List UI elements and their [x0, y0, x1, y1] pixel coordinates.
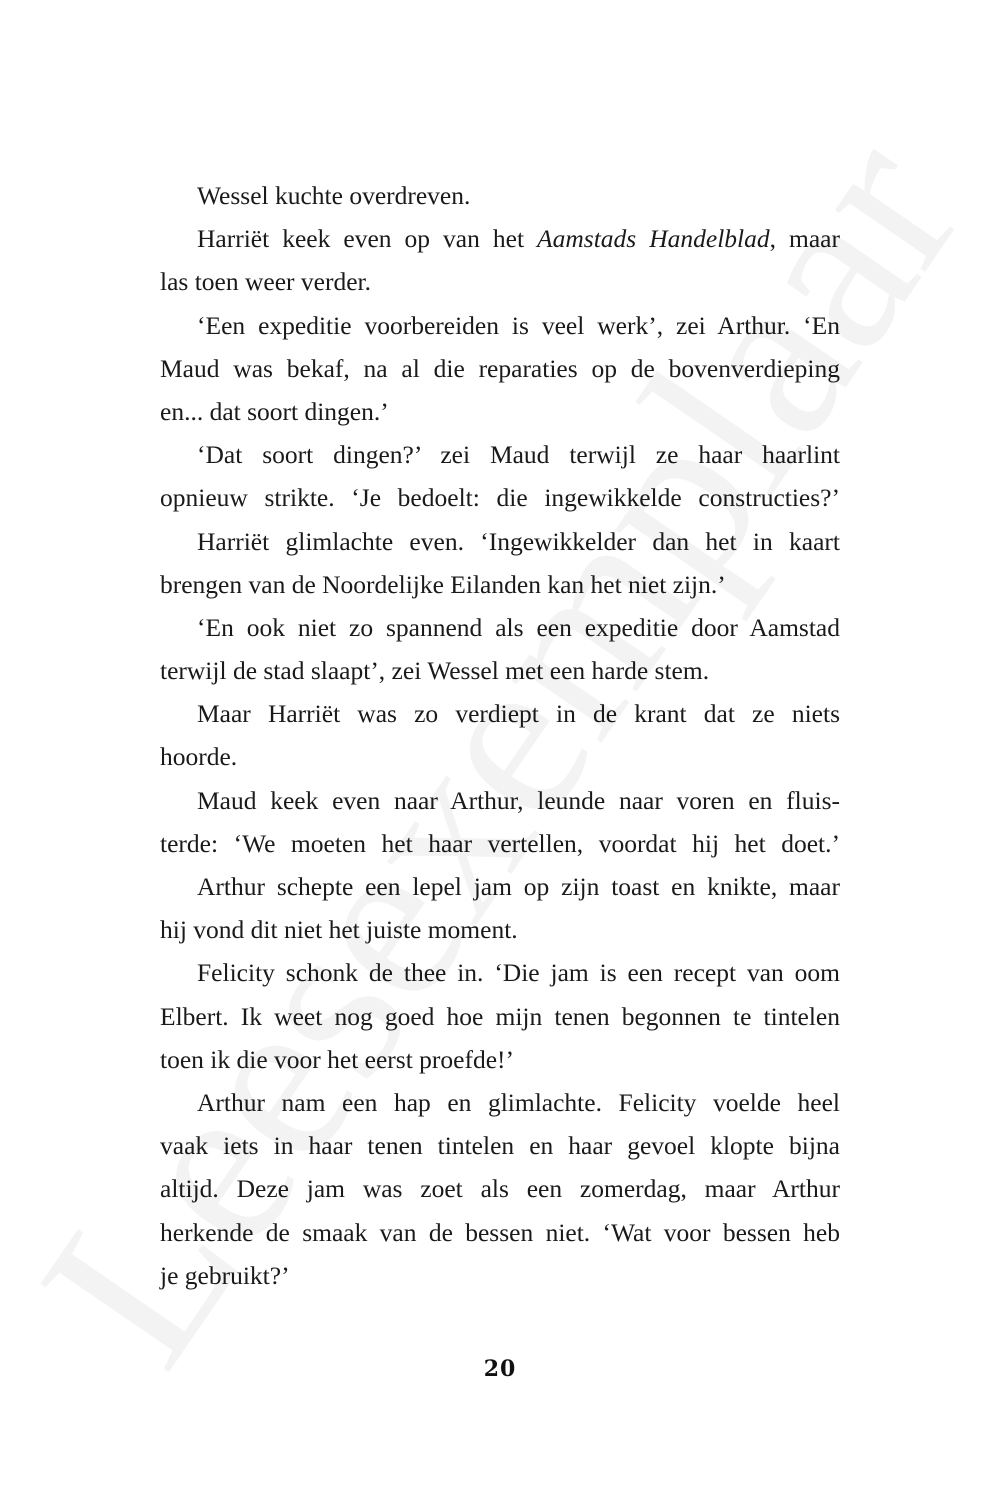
body-text [160, 174, 840, 1297]
text-line: ‘Dat soort dingen?’ zei Maud terwijl ze haar haarlint [197, 440, 840, 470]
text-line: terde: ‘We moeten het haar vertellen, voordat hij het doet.’ [160, 828, 840, 858]
text-line: Wessel kuchte overdreven. [197, 181, 471, 210]
text-line: Harriët glimlachte even. ‘Ingewikkelder dan het in kaart [197, 526, 840, 556]
text-line: en... dat soort dingen.’ [160, 396, 389, 426]
text-segment: Harriët keek even op van het [197, 224, 538, 254]
text-line: toen ik die voor het eerst proefde!’ [160, 1044, 515, 1074]
text-line: altijd. Deze jam was zoet als een zomerdag, maar Arthur [160, 1174, 840, 1204]
newspaper-title: Aamstads Handelblad [537, 224, 770, 254]
text-line: je gebruikt?’ [160, 1260, 290, 1290]
text-segment: , maar [769, 224, 840, 254]
page-number: 20 [483, 1356, 517, 1382]
text-line: Maud was bekaf, na al die reparaties op de bovenverdieping [160, 353, 840, 383]
text-line: herkende de smaak van de bessen niet. ‘Wat voor bessen heb [160, 1217, 840, 1247]
text-line: brengen van de Noordelijke Eilanden kan het niet zijn.’ [160, 569, 726, 599]
text-line [160, 217, 840, 260]
text-line: Arthur nam een hap en glimlachte. Felicity voelde heel [197, 1087, 840, 1117]
text-line: vaak iets in haar tenen tintelen en haar gevoel klopte bijna [160, 1131, 840, 1161]
text-line: opnieuw strikte. ‘Je bedoelt: die ingewikkelde constructies?’ [160, 483, 840, 513]
text-line: Felicity schonk de thee in. ‘Die jam is een recept van oom [197, 958, 840, 988]
text-line: hij vond dit niet het juiste moment. [160, 915, 518, 945]
text-line: Elbert. Ik weet nog goed hoe mijn tenen begonnen te tintelen [160, 1001, 840, 1031]
text-line: hoorde. [160, 742, 238, 772]
text-line: ‘Een expeditie voorbereiden is veel werk’, zei Arthur. ‘En [197, 310, 840, 340]
text-line: Maud keek even naar Arthur, leunde naar voren en fluis- [197, 785, 840, 815]
text-line: Maar Harriët was zo verdiept in de krant dat ze niets [197, 699, 840, 729]
text-line: terwijl de stad slaapt’, zei Wessel met een harde stem. [160, 656, 710, 686]
text-line: ‘En ook niet zo spannend als een expeditie door Aamstad [197, 612, 840, 642]
text-line: Arthur schepte een lepel jam op zijn toast en knikte, maar [197, 872, 840, 901]
text-line: las toen weer verder. [160, 267, 371, 297]
